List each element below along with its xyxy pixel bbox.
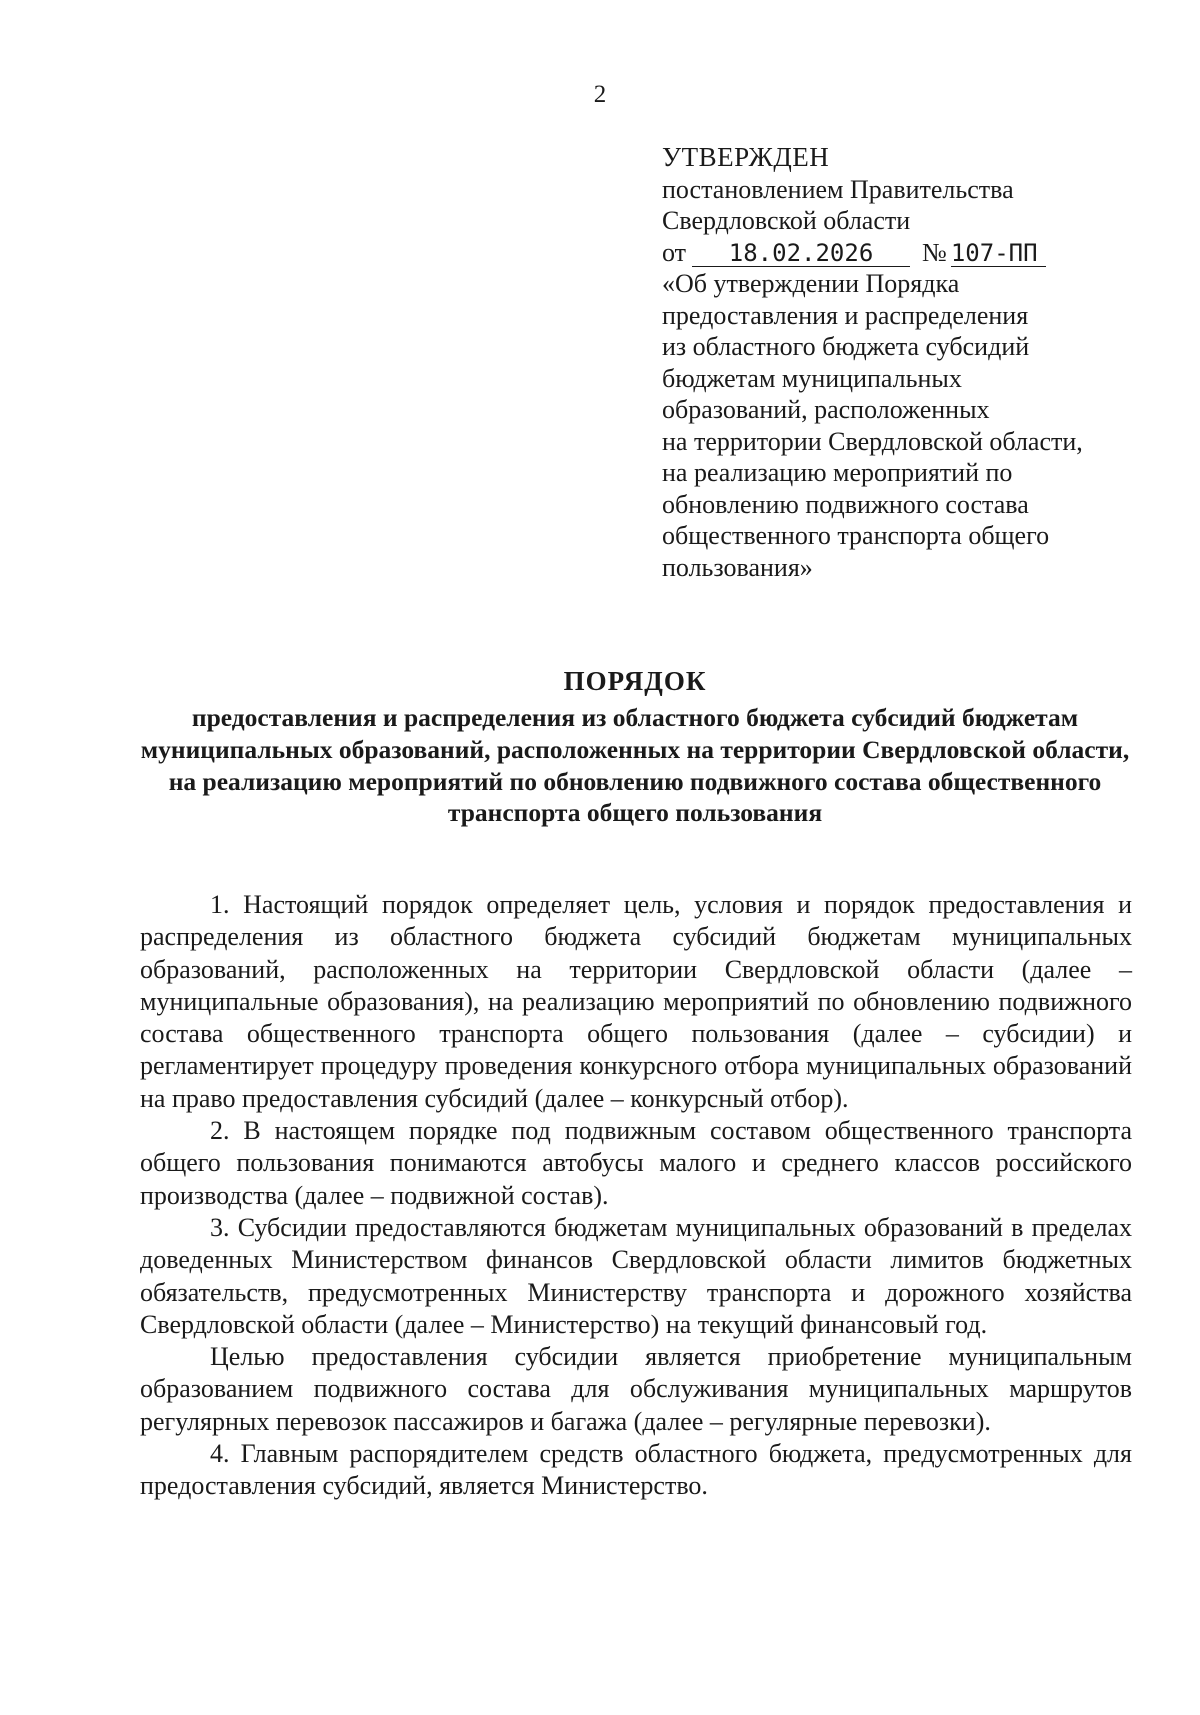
resolution-title-line: обновлению подвижного состава (662, 489, 1029, 519)
resolution-title-line: из областного бюджета субсидий (662, 332, 1030, 361)
approval-line: Свердловской области (662, 206, 911, 235)
approval-stamp (662, 142, 1162, 583)
resolution-title-line: образований, расположенных (662, 395, 990, 424)
paragraph-3: 3. Субсидии предоставляются бюджетам муниципальных образований в пределах доведенных Министерством финансов Свердловской области лимитов бюджетных обязательств, предусмотренных Министерству транспорта и дорожного хозяйства Свердловской области (далее – Министерство) на текущий финансовый год. (140, 1212, 1132, 1339)
document-title-block (140, 664, 1130, 829)
resolution-title-line: «Об утверждении Порядка (662, 269, 960, 298)
resolution-date: 18.02.2026 (692, 240, 910, 267)
resolution-title-line: на реализацию мероприятий по (662, 458, 1013, 487)
resolution-title-line: предоставления и распределения (662, 300, 1029, 330)
paragraph-3-purpose: Целью предоставления субсидии является приобретение муниципальным образованием подвижного состава для обслуживания муниципальных маршрутов регулярных перевозок пассажиров и багажа (далее – регулярные перевозки). (140, 1342, 1132, 1436)
resolution-title-line: на территории Свердловской области, (662, 426, 1083, 456)
paragraph-1: 1. Настоящий порядок определяет цель, условия и порядок предоставления и распределения из областного бюджета субсидий бюджетам муниципальных образований, расположенных на территории Свердловской области (далее – муниципальные образования), на реализацию мероприятий по обновлению подвижного состава общественного транспорта общего пользования (далее – субсидии) и регламентирует процедуру проведения конкурсного отбора муниципальных образований на право предоставления субсидий (далее – конкурсный отбор). (140, 890, 1132, 1113)
paragraph-2: 2. В настоящем порядке под подвижным составом общественного транспорта общего пользования понимаются автобусы малого и среднего классов российского производства (далее – подвижной состав). (140, 1116, 1132, 1210)
document-subtitle: предоставления и распределения из областного бюджета субсидий бюджетам муниципальных образований, расположенных на территории Свердловской области, на реализацию мероприятий по обновлению подвижного состава общественного транспорта общего пользования (140, 703, 1130, 828)
resolution-title-line: общественного транспорта общего (662, 521, 1050, 550)
resolution-date-line (662, 237, 1162, 269)
resolution-title-line: пользования» (662, 552, 813, 582)
approval-line: постановлением Правительства (662, 174, 1014, 204)
document-title: ПОРЯДОК (563, 666, 707, 696)
paragraph-4: 4. Главным распорядителем средств областного бюджета, предусмотренных для предоставления субсидий, является Министерство. (140, 1439, 1132, 1501)
number-prefix: № (922, 237, 947, 267)
approved-label: УТВЕРЖДЕН (662, 142, 830, 172)
date-prefix: от (662, 237, 687, 267)
resolution-title-line: бюджетам муниципальных (662, 363, 962, 393)
page-number: 2 (593, 81, 607, 108)
resolution-number: 107-ПП (951, 240, 1046, 267)
document-body (140, 889, 1132, 1503)
